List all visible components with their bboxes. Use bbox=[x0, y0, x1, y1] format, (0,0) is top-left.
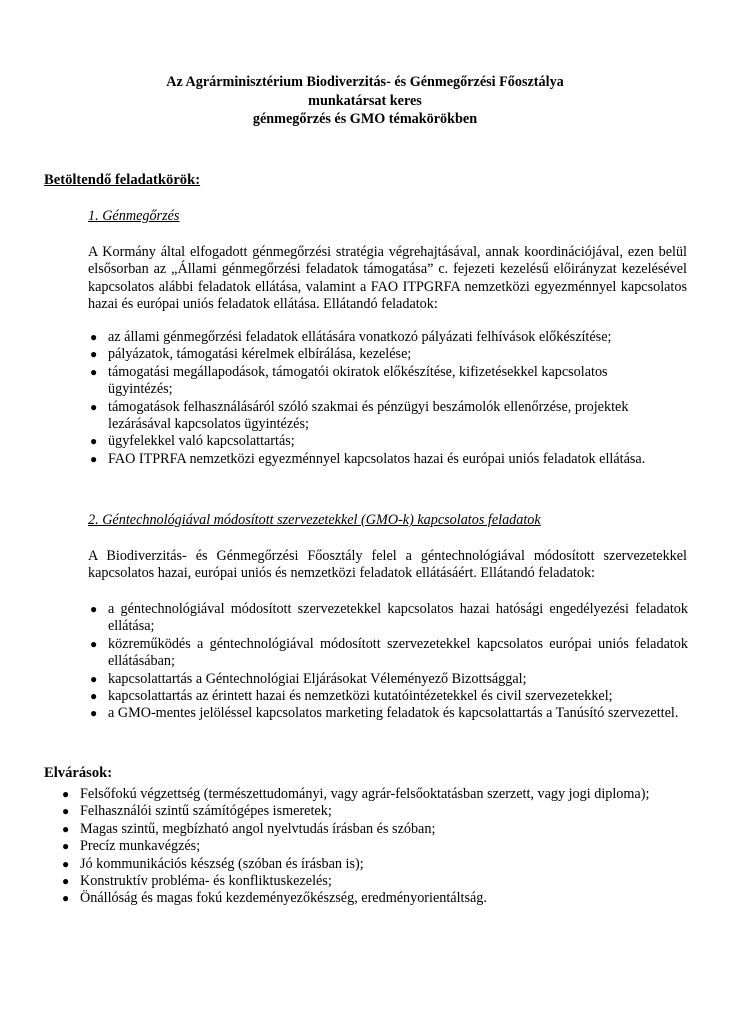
list-item: ● Magas szintű, megbízható angol nyelvtudás írásban és szóban; bbox=[62, 820, 436, 837]
bullet-icon: ● bbox=[62, 874, 70, 889]
list-item: ● Felhasználói szintű számítógépes ismeretek; bbox=[62, 803, 332, 820]
list-item: ● ügyfelekkel való kapcsolattartás; bbox=[90, 433, 295, 450]
bullet-icon: ● bbox=[62, 804, 70, 819]
title-line: génmegőrzés és GMO témakörökben bbox=[252, 111, 478, 127]
title-line: Az Agrárminisztérium Biodiverzitás- és Génmegőrzési Főosztálya bbox=[166, 74, 564, 90]
bullet-icon: ● bbox=[90, 330, 98, 344]
list-item: ● Precíz munkavégzés; bbox=[62, 838, 201, 855]
list-item: ● FAO ITPRFA nemzetközi egyezménnyel kapcsolatos hazai és európai uniós feladatok ellátása. bbox=[90, 450, 646, 467]
bullet-icon: ● bbox=[90, 671, 98, 686]
bullet-icon: ● bbox=[62, 839, 70, 854]
bullet-icon: ● bbox=[62, 821, 70, 836]
section1-task-list bbox=[90, 329, 688, 468]
bullet-icon: ● bbox=[62, 891, 70, 906]
title-line: munkatársat keres bbox=[308, 92, 422, 109]
list-item: ● támogatások felhasználásáról szóló szakmai és pénzügyi beszámolók ellenőrzése, projektek lezárásával kapcsolatos ügyintézés; bbox=[90, 398, 629, 433]
requirements-list bbox=[62, 786, 710, 908]
bullet-icon: ● bbox=[90, 434, 98, 449]
bullet-icon: ● bbox=[90, 364, 98, 379]
bullet-icon: ● bbox=[90, 347, 98, 362]
bullet-icon: ● bbox=[90, 451, 98, 466]
bullet-icon: ● bbox=[90, 706, 98, 721]
bullet-icon: ● bbox=[90, 399, 98, 414]
list-item: ● Konstruktív probléma- és konfliktuskezelés; bbox=[62, 873, 332, 890]
list-item: ● kapcsolattartás az érintett hazai és nemzetközi kutatóintézetekkel és civil szervezetekkel; bbox=[90, 688, 613, 705]
list-item: ● a géntechnológiával módosított szervezetekkel kapcsolatos hazai hatósági engedélyezési feladatok ellátása; bbox=[90, 601, 688, 635]
bullet-icon: ● bbox=[62, 856, 70, 871]
requirements-heading: Elvárások: bbox=[44, 765, 113, 781]
document-title bbox=[0, 73, 730, 129]
list-item: ● Jó kommunikációs készség (szóban és írásban is); bbox=[62, 855, 364, 872]
tasks-heading: Betöltendő feladatkörök: bbox=[44, 172, 201, 188]
section2-task-list bbox=[90, 601, 688, 723]
section2-intro: A Biodiverzitás- és Génmegőrzési Főosztály felel a géntechnológiával módosított szervezetekkel kapcsolatos hazai, európai uniós és nemzetközi feladatok ellátásáért. Ellátandó feladatok: bbox=[88, 548, 687, 582]
list-item: ● pályázatok, támogatási kérelmek elbírálása, kezelése; bbox=[90, 346, 412, 363]
list-item: ● az állami génmegőrzési feladatok ellátására vonatkozó pályázati felhívások előkészítése; bbox=[90, 329, 612, 345]
list-item: ● Önállóság és magas fokú kezdeményezőkészség, eredményorientáltság. bbox=[62, 890, 487, 907]
section1-heading: 1. Génmegőrzés bbox=[88, 208, 180, 224]
section2-heading: 2. Géntechnológiával módosított szervezetekkel (GMO-k) kapcsolatos feladatok bbox=[88, 512, 541, 528]
list-item: ● kapcsolattartás a Géntechnológiai Eljárásokat Véleményező Bizottsággal; bbox=[90, 670, 527, 687]
bullet-icon: ● bbox=[62, 787, 70, 801]
bullet-icon: ● bbox=[90, 636, 98, 651]
section1-intro: A Kormány által elfogadott génmegőrzési stratégia végrehajtásával, annak koordinációjával, ezen belül elsősorban az „Állami génmegőrzési feladatok támogatása” c. fejezeti kezelésű előirányzat kezelésével kapcsolatos alábbi feladatok ellátása, valamint a FAO ITPGRFA nemzetközi egyezménnyel kapcsolatos hazai és európai uniós feladatok ellátása. Ellátandó feladatok: bbox=[88, 244, 687, 313]
bullet-icon: ● bbox=[90, 689, 98, 704]
list-item: ● támogatási megállapodások, támogatói okiratok előkészítése, kifizetésekkel kapcsolatos ügyintézés; bbox=[90, 363, 608, 398]
list-item: ● a GMO-mentes jelöléssel kapcsolatos marketing feladatok és kapcsolattartás a Tanúsító szervezettel. bbox=[90, 705, 679, 722]
list-item: ● Felsőfokú végzettség (természettudományi, vagy agrár-felsőoktatásban szerzett, vagy jogi diploma); bbox=[62, 786, 650, 802]
bullet-icon: ● bbox=[90, 602, 98, 616]
list-item: ● közreműködés a géntechnológiával módosított szervezetekkel kapcsolatos európai uniós feladatok ellátásában; bbox=[90, 635, 688, 670]
